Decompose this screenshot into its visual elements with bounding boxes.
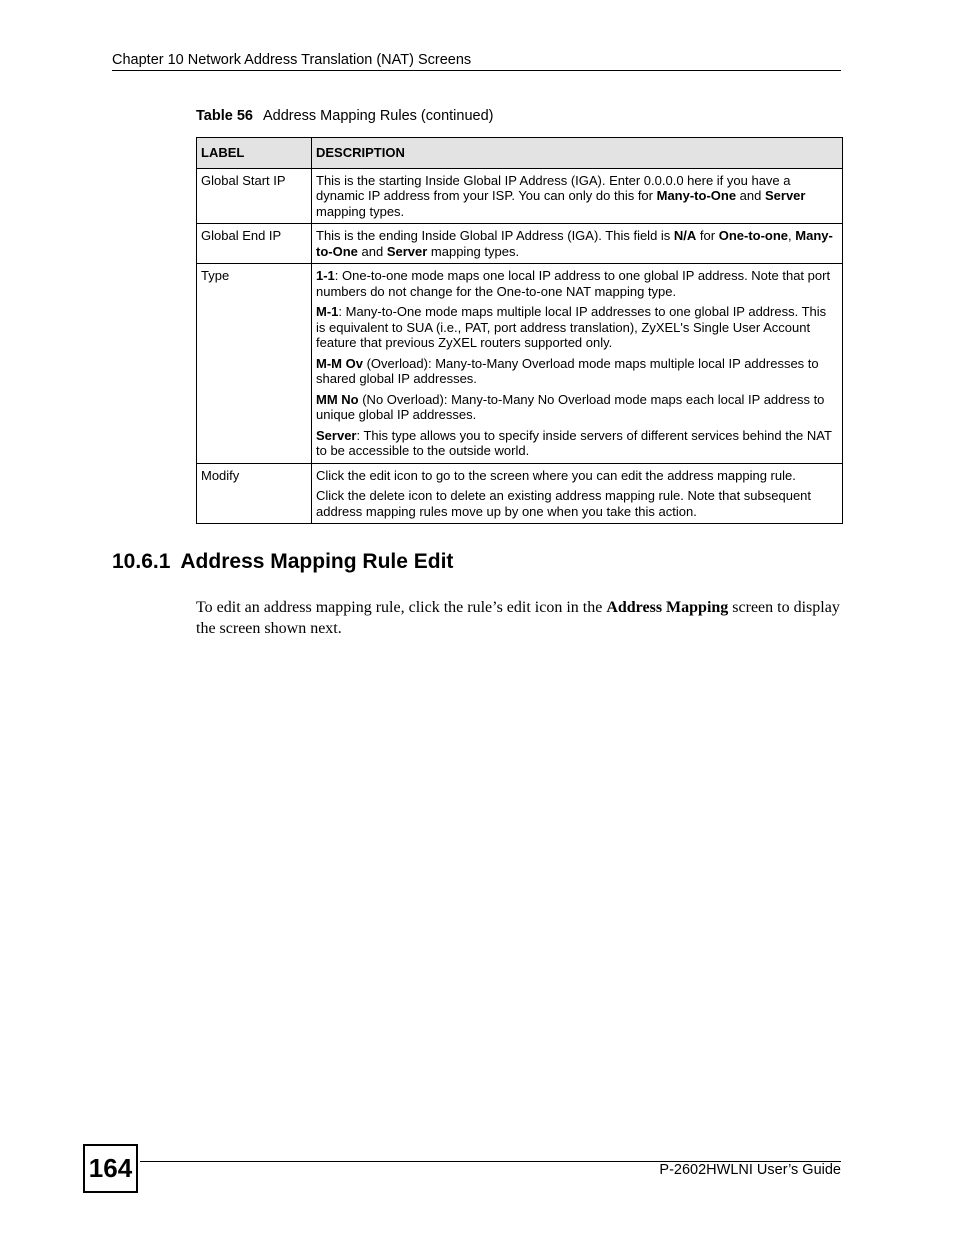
body-text: screen to display the screen shown next. <box>196 599 840 637</box>
row-label: Type <box>197 264 312 464</box>
table-caption-title: Address Mapping Rules (continued) <box>262 108 494 124</box>
desc-bold: Many-to-One <box>656 188 737 203</box>
desc-bold: Server <box>386 243 428 259</box>
desc-text: This is the starting Inside Global IP Address (IGA). Enter 0.0.0.0 here if you have a dynamic IP address from your ISP. You can only do this for <box>316 172 791 203</box>
desc-bold: Many-to-One <box>316 228 833 259</box>
body-bold: Address Mapping <box>606 599 729 616</box>
desc-text: and <box>736 188 765 203</box>
desc-bold: N/A <box>673 228 697 243</box>
row-description <box>312 168 843 224</box>
desc-text: (Overload): Many-to-Many Overload mode maps multiple local IP addresses to shared global IP addresses. <box>316 355 819 386</box>
type-paragraph-1-1 <box>316 268 838 299</box>
chapter-header: Chapter 10 Network Address Translation (NAT) Screens <box>112 52 841 71</box>
desc-bold: One-to-one <box>718 228 789 243</box>
table-caption <box>196 108 493 124</box>
desc-bold: Server <box>316 427 357 443</box>
modify-paragraph-delete: Click the delete icon to delete an existing address mapping rule. Note that subsequent address mapping rules move up by one when you take this action. <box>316 488 812 519</box>
modify-paragraph-edit: Click the edit icon to go to the screen where you can edit the address mapping rule. <box>316 467 796 483</box>
type-paragraph-m-1 <box>316 304 838 351</box>
table-caption-number: Table 56 <box>196 108 253 124</box>
type-paragraph-m-m-ov <box>316 356 838 387</box>
desc-text: mapping types. <box>427 243 520 259</box>
section-number: 10.6.1 <box>112 550 171 573</box>
column-header-label: LABEL <box>197 138 312 169</box>
section-title: Address Mapping Rule Edit <box>180 550 454 573</box>
page-number: 164 <box>83 1144 138 1193</box>
table-row <box>197 463 843 524</box>
address-mapping-rules-table <box>196 137 843 524</box>
table-row <box>197 224 843 264</box>
desc-text: : One-to-one mode maps one local IP address to one global IP address. Note that port numbers do not change for the One-to-one NAT mapping type. <box>316 268 831 299</box>
desc-text: This is the ending Inside Global IP Address (IGA). This field is <box>316 228 674 243</box>
row-description <box>312 463 843 524</box>
section-body-paragraph <box>196 598 841 639</box>
row-description <box>312 264 843 464</box>
desc-text: , <box>788 228 796 243</box>
desc-text: : Many-to-One mode maps multiple local IP addresses to one global IP address. This is equivalent to SUA (i.e., PAT, port address translation), ZyXEL's Single User Account feature that previous ZyXEL routers supported only. <box>316 304 827 350</box>
guide-name: P-2602HWLNI User’s Guide <box>659 1162 841 1178</box>
table-header-row <box>197 138 843 169</box>
table-row <box>197 264 843 464</box>
column-header-description: DESCRIPTION <box>312 138 843 169</box>
row-label: Modify <box>197 463 312 524</box>
section-heading <box>112 550 453 574</box>
desc-text: for <box>696 228 719 243</box>
desc-bold: Server <box>764 188 806 203</box>
desc-text: (No Overload): Many-to-Many No Overload mode maps each local IP address to unique global IP addresses. <box>316 391 825 422</box>
desc-bold: MM No <box>316 391 359 407</box>
desc-bold: 1-1 <box>316 268 335 283</box>
row-description <box>312 224 843 264</box>
desc-text: and <box>357 243 387 259</box>
row-label: Global Start IP <box>197 168 312 224</box>
table-row <box>197 168 843 224</box>
body-text: To edit an address mapping rule, click the rule’s edit icon in the <box>196 599 607 616</box>
type-paragraph-server <box>316 428 838 459</box>
desc-bold: M-M Ov <box>316 355 363 371</box>
desc-text: mapping types. <box>316 203 405 219</box>
desc-bold: M-1 <box>316 304 339 319</box>
row-label: Global End IP <box>197 224 312 264</box>
type-paragraph-mm-no <box>316 392 838 423</box>
desc-text: : This type allows you to specify inside servers of different services behind the NAT to be accessible to the outside world. <box>316 427 832 458</box>
